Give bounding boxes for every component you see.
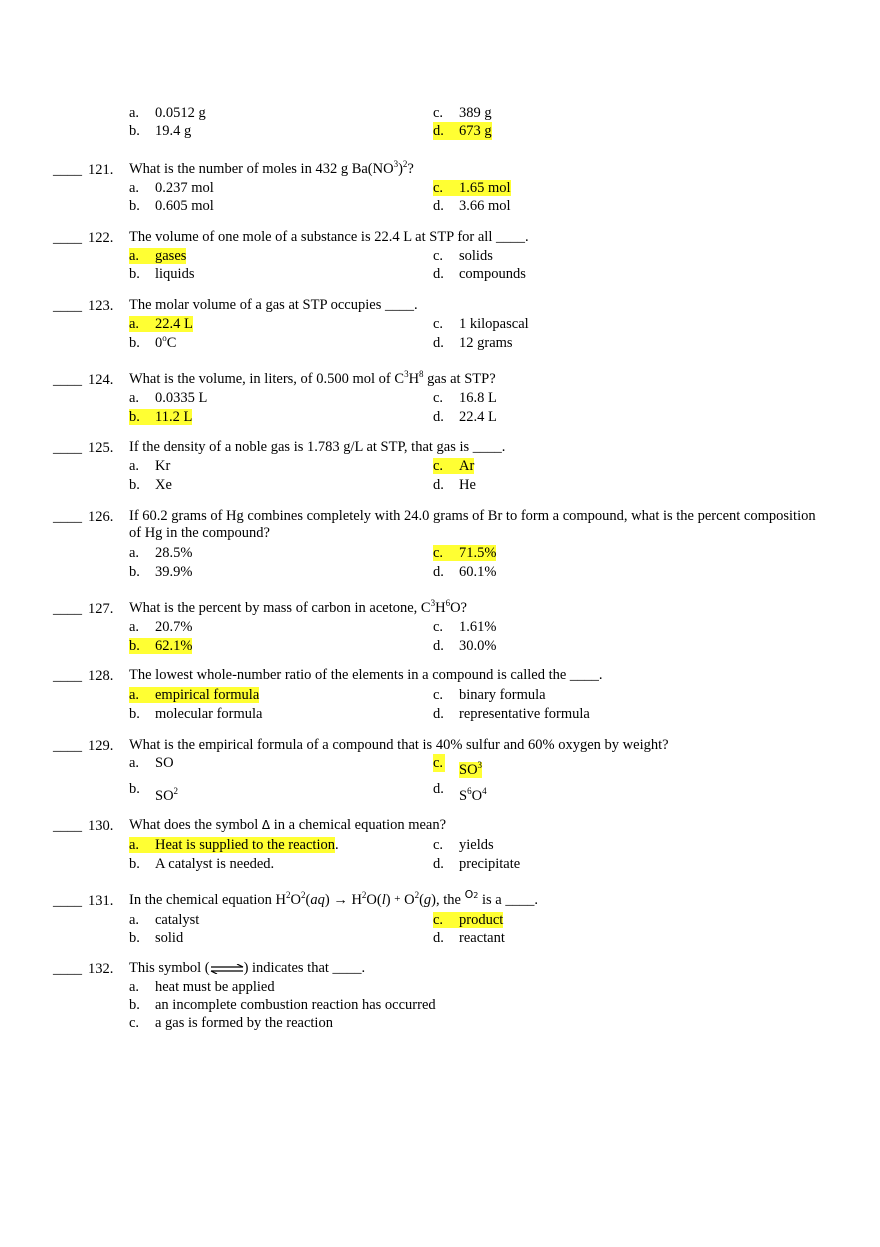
option-a: a. SO bbox=[129, 755, 174, 771]
question-number: 130. bbox=[88, 818, 114, 834]
option-a: a. gases bbox=[129, 248, 187, 264]
option-c: c. 1 kilopascal bbox=[433, 316, 529, 332]
option-c: c. $SO^3$ bbox=[433, 755, 483, 778]
option-a: a. 0.0335 L bbox=[129, 390, 208, 406]
option-c: c. Ar bbox=[433, 458, 475, 474]
option-c: c. 389 g bbox=[433, 105, 492, 121]
question-number: 129. bbox=[88, 738, 114, 754]
question-stem: What is the volume, in liters, of 0.500 mol of $C^3H^8$ gas at STP? bbox=[129, 369, 496, 387]
question-number: 127. bbox=[88, 601, 114, 617]
question-number: 128. bbox=[88, 668, 114, 684]
answer-blank[interactable]: ____ bbox=[53, 738, 82, 754]
question-number: 122. bbox=[88, 230, 114, 246]
answer-blank[interactable]: ____ bbox=[53, 961, 82, 977]
option-b: b. 62.1% bbox=[129, 638, 193, 654]
question-number: 121. bbox=[88, 162, 114, 178]
option-a: a. heat must be applied bbox=[129, 979, 275, 995]
delta-symbol: Δ bbox=[261, 818, 271, 832]
answer-blank[interactable]: ____ bbox=[53, 509, 82, 525]
option-b: b. 39.9% bbox=[129, 564, 193, 580]
option-c: c. 1.65 mol bbox=[433, 180, 511, 196]
option-d: d. 673 g bbox=[433, 123, 492, 139]
equilibrium-arrow-icon bbox=[210, 964, 244, 974]
option-d: d. 3.66 mol bbox=[433, 198, 511, 214]
option-d: d. precipitate bbox=[433, 856, 521, 872]
option-b: b. solid bbox=[129, 930, 184, 946]
option-d: d. 22.4 L bbox=[433, 409, 497, 425]
question-number: 125. bbox=[88, 440, 114, 456]
question-number: 124. bbox=[88, 372, 114, 388]
answer-blank[interactable]: ____ bbox=[53, 601, 82, 617]
option-b: b. Xe bbox=[129, 477, 172, 493]
option-c: c. 16.8 L bbox=[433, 390, 497, 406]
question-stem: The lowest whole-number ratio of the elements in a compound is called the ____. bbox=[129, 667, 603, 683]
option-b: b. $SO^2$ bbox=[129, 781, 179, 804]
question-stem: The molar volume of a gas at STP occupies ____. bbox=[129, 297, 418, 313]
option-d: d. $S^6O^4$ bbox=[433, 781, 487, 804]
option-a: a. Heat is supplied to the reaction. bbox=[129, 837, 339, 853]
option-d: d. 12 grams bbox=[433, 335, 513, 351]
option-b: b. 0.605 mol bbox=[129, 198, 214, 214]
option-b: b. an incomplete combustion reaction has occurred bbox=[129, 997, 436, 1013]
answer-blank[interactable]: ____ bbox=[53, 162, 82, 178]
answer-blank[interactable]: ____ bbox=[53, 668, 82, 684]
option-c: c. 71.5% bbox=[433, 545, 497, 561]
option-c: c. a gas is formed by the reaction bbox=[129, 1015, 333, 1031]
question-stem: If the density of a noble gas is 1.783 g/L at STP, that gas is ____. bbox=[129, 439, 506, 455]
option-d: d. representative formula bbox=[433, 706, 590, 722]
option-c: c. solids bbox=[433, 248, 493, 264]
question-stem: What is the number of moles in 432 g $Ba(NO^3)^2$? bbox=[129, 159, 414, 177]
oxygen-symbol: O2 bbox=[464, 888, 479, 901]
option-c: c. 1.61% bbox=[433, 619, 497, 635]
option-b: b. A catalyst is needed. bbox=[129, 856, 275, 872]
answer-blank[interactable]: ____ bbox=[53, 298, 82, 314]
option-a: a. 22.4 L bbox=[129, 316, 193, 332]
question-number: 132. bbox=[88, 961, 114, 977]
option-b: b. 19.4 g bbox=[129, 123, 192, 139]
option-a: a. 0.0512 g bbox=[129, 105, 206, 121]
option-d: d. 30.0% bbox=[433, 638, 497, 654]
option-d: d. reactant bbox=[433, 930, 505, 946]
option-b: b. molecular formula bbox=[129, 706, 263, 722]
option-a: a. 0.237 mol bbox=[129, 180, 214, 196]
answer-blank[interactable]: ____ bbox=[53, 893, 82, 909]
option-a: a. catalyst bbox=[129, 912, 200, 928]
answer-blank[interactable]: ____ bbox=[53, 818, 82, 834]
option-c: c. binary formula bbox=[433, 687, 546, 703]
question-number: 131. bbox=[88, 893, 114, 909]
option-d: d. compounds bbox=[433, 266, 526, 282]
option-b: b. 0$^o$C bbox=[129, 333, 177, 351]
answer-blank[interactable]: ____ bbox=[53, 372, 82, 388]
option-a: a. 28.5% bbox=[129, 545, 193, 561]
option-a: a. Kr bbox=[129, 458, 171, 474]
question-stem: In the chemical equation $H^2O^2(aq) \to H^2O(l) + O^2(g)$, the $^{O2}$ is a ____. bbox=[129, 888, 538, 908]
answer-blank[interactable]: ____ bbox=[53, 230, 82, 246]
option-d: d. 60.1% bbox=[433, 564, 497, 580]
option-a: a. empirical formula bbox=[129, 687, 260, 703]
option-b: b. 11.2 L bbox=[129, 409, 193, 425]
option-c: c. yields bbox=[433, 837, 494, 853]
option-a: a. 20.7% bbox=[129, 619, 193, 635]
question-stem: If 60.2 grams of Hg combines completely with 24.0 grams of Br to form a compound, what is the percent composition of Hg in the compound? bbox=[129, 508, 816, 541]
option-d: d. He bbox=[433, 477, 476, 493]
question-number: 123. bbox=[88, 298, 114, 314]
answer-blank[interactable]: ____ bbox=[53, 440, 82, 456]
question-stem: What does the symbol Δ in a chemical equation mean? bbox=[129, 817, 447, 833]
question-stem: This symbol ( ) indicates that ____. bbox=[129, 960, 366, 976]
question-number: 126. bbox=[88, 509, 114, 525]
question-stem: What is the empirical formula of a compound that is 40% sulfur and 60% oxygen by weight? bbox=[129, 737, 669, 753]
question-stem: What is the percent by mass of carbon in acetone, $C^3H^6O$? bbox=[129, 598, 467, 616]
question-stem: The volume of one mole of a substance is 22.4 L at STP for all ____. bbox=[129, 229, 529, 245]
option-b: b. liquids bbox=[129, 266, 195, 282]
option-c: c. product bbox=[433, 912, 504, 928]
